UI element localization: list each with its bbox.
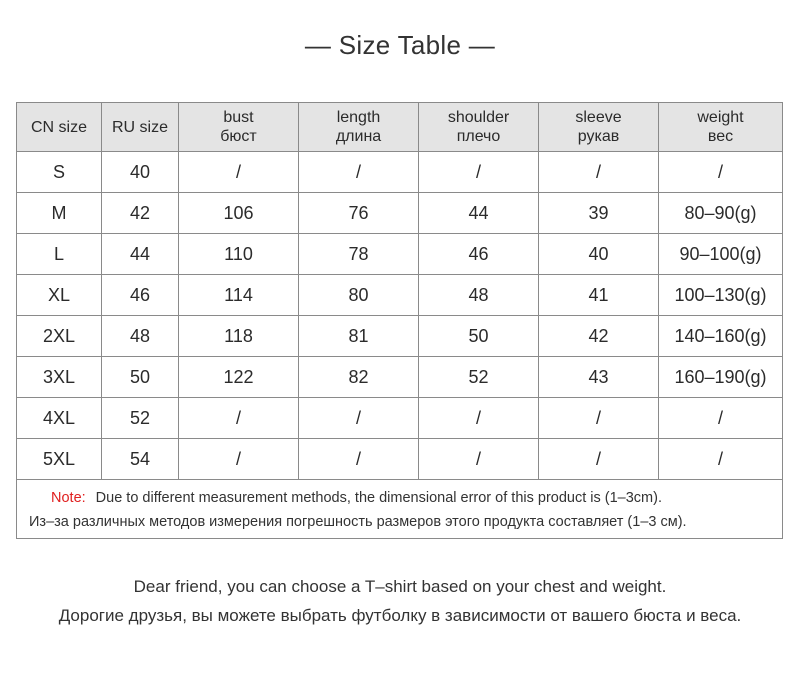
note-text-en: Due to different measurement methods, the dimensional error of this product is (1–3cm). bbox=[95, 490, 662, 506]
cell-sleeve: 43 bbox=[539, 357, 659, 398]
table-row bbox=[17, 193, 783, 234]
note-line-en bbox=[17, 486, 782, 510]
header-sleeve: sleeve рукав bbox=[539, 103, 659, 152]
cell-weight: 90–100(g) bbox=[659, 234, 783, 275]
cell-sleeve: / bbox=[539, 398, 659, 439]
cell-cn-size: L bbox=[17, 234, 102, 275]
cell-shoulder: 44 bbox=[419, 193, 539, 234]
cell-weight: 80–90(g) bbox=[659, 193, 783, 234]
header-length: length длина bbox=[299, 103, 419, 152]
cell-ru-size: 48 bbox=[102, 316, 179, 357]
cell-shoulder: 46 bbox=[419, 234, 539, 275]
cell-ru-size: 50 bbox=[102, 357, 179, 398]
cell-weight: 140–160(g) bbox=[659, 316, 783, 357]
cell-length: 76 bbox=[299, 193, 419, 234]
cell-sleeve: 41 bbox=[539, 275, 659, 316]
cell-length: 80 bbox=[299, 275, 419, 316]
page-title: — Size Table — bbox=[304, 30, 496, 60]
cell-weight: 160–190(g) bbox=[659, 357, 783, 398]
cell-bust: / bbox=[179, 152, 299, 193]
cell-bust: / bbox=[179, 398, 299, 439]
cell-length: 82 bbox=[299, 357, 419, 398]
cell-bust: 106 bbox=[179, 193, 299, 234]
cell-cn-size: 4XL bbox=[17, 398, 102, 439]
table-header-row bbox=[17, 103, 783, 152]
size-table bbox=[16, 102, 783, 539]
cell-shoulder: / bbox=[419, 439, 539, 480]
note-cell bbox=[17, 480, 783, 539]
cell-ru-size: 44 bbox=[102, 234, 179, 275]
header-bust: bust бюст bbox=[179, 103, 299, 152]
cell-ru-size: 46 bbox=[102, 275, 179, 316]
cell-bust: / bbox=[179, 439, 299, 480]
cell-shoulder: / bbox=[419, 398, 539, 439]
cell-sleeve: 39 bbox=[539, 193, 659, 234]
cell-sleeve: / bbox=[539, 439, 659, 480]
cell-sleeve: / bbox=[539, 152, 659, 193]
cell-weight: / bbox=[659, 439, 783, 480]
table-row bbox=[17, 234, 783, 275]
cell-length: / bbox=[299, 398, 419, 439]
header-cn-size: CN size bbox=[17, 103, 102, 152]
note-label: Note: bbox=[51, 490, 86, 506]
table-row bbox=[17, 439, 783, 480]
header-shoulder: shoulder плечо bbox=[419, 103, 539, 152]
table-row bbox=[17, 316, 783, 357]
cell-ru-size: 40 bbox=[102, 152, 179, 193]
cell-cn-size: S bbox=[17, 152, 102, 193]
cell-cn-size: 3XL bbox=[17, 357, 102, 398]
footer-text-en: Dear friend, you can choose a T–shirt based on your chest and weight. bbox=[133, 577, 667, 596]
cell-ru-size: 54 bbox=[102, 439, 179, 480]
cell-ru-size: 52 bbox=[102, 398, 179, 439]
cell-weight: 100–130(g) bbox=[659, 275, 783, 316]
cell-cn-size: XL bbox=[17, 275, 102, 316]
cell-shoulder: / bbox=[419, 152, 539, 193]
header-ru-size: RU size bbox=[102, 103, 179, 152]
cell-bust: 110 bbox=[179, 234, 299, 275]
cell-bust: 118 bbox=[179, 316, 299, 357]
cell-shoulder: 50 bbox=[419, 316, 539, 357]
cell-cn-size: 2XL bbox=[17, 316, 102, 357]
table-row bbox=[17, 152, 783, 193]
cell-ru-size: 42 bbox=[102, 193, 179, 234]
table-row bbox=[17, 275, 783, 316]
cell-cn-size: 5XL bbox=[17, 439, 102, 480]
cell-length: / bbox=[299, 152, 419, 193]
cell-cn-size: M bbox=[17, 193, 102, 234]
cell-bust: 122 bbox=[179, 357, 299, 398]
cell-length: / bbox=[299, 439, 419, 480]
cell-shoulder: 48 bbox=[419, 275, 539, 316]
table-row bbox=[17, 398, 783, 439]
cell-sleeve: 42 bbox=[539, 316, 659, 357]
cell-weight: / bbox=[659, 152, 783, 193]
cell-length: 81 bbox=[299, 316, 419, 357]
footer-text-ru: Дорогие друзья, вы можете выбрать футболку в зависимости от вашего бюста и веса. bbox=[58, 606, 742, 625]
cell-bust: 114 bbox=[179, 275, 299, 316]
cell-weight: / bbox=[659, 398, 783, 439]
header-weight: weight вес bbox=[659, 103, 783, 152]
table-row bbox=[17, 357, 783, 398]
note-row bbox=[17, 480, 783, 539]
note-text-ru: Из–за различных методов измерения погрешность размеров этого продукта составляет (1–3 см). bbox=[29, 514, 687, 530]
cell-sleeve: 40 bbox=[539, 234, 659, 275]
cell-length: 78 bbox=[299, 234, 419, 275]
cell-shoulder: 52 bbox=[419, 357, 539, 398]
